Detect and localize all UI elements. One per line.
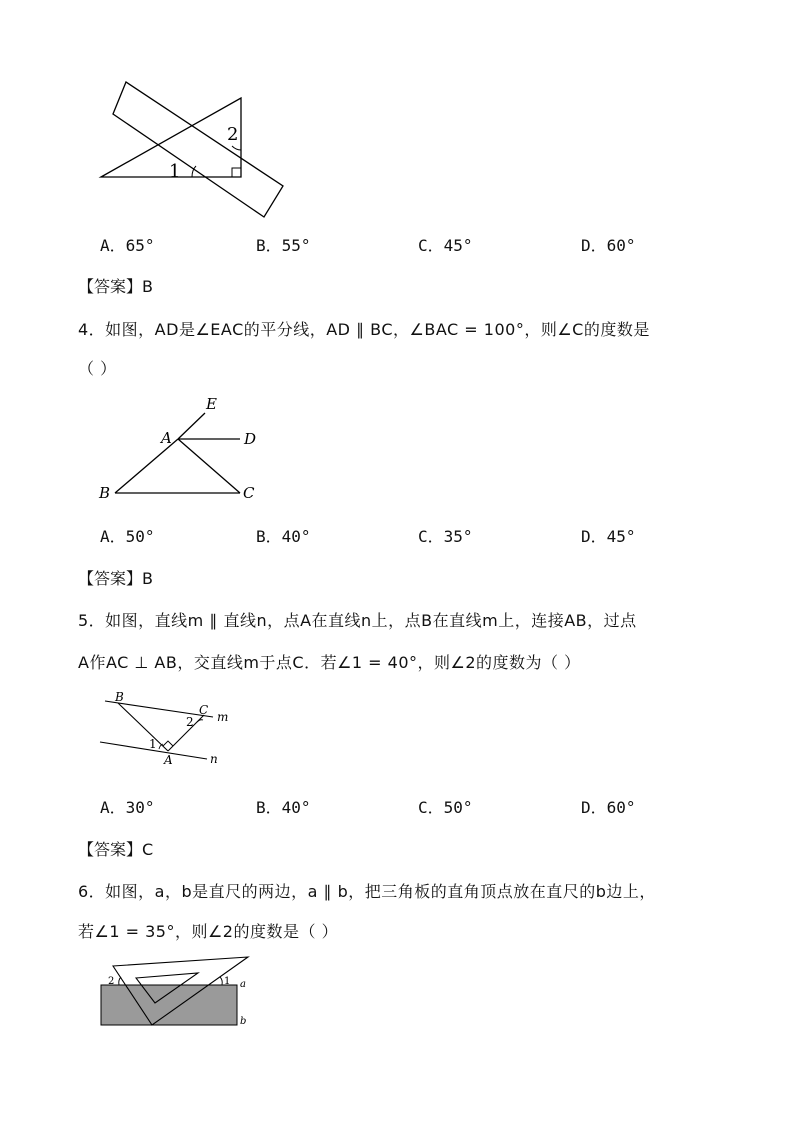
q6-label-b: b: [240, 1016, 247, 1027]
q5-answer: 【答案】C: [78, 840, 154, 859]
q6-stem-line2: 若∠1 = 35°，则∠2的度数是（ ）: [78, 922, 339, 941]
q3-option-b: B．55°: [256, 236, 311, 255]
q5-option-b: B．40°: [256, 798, 311, 817]
q4-label-e: E: [206, 395, 217, 413]
q5-stem-line2: A作AC ⊥ AB，交直线m于点C．若∠1 = 40°，则∠2的度数为（ ）: [78, 653, 581, 672]
q3-answer: 【答案】B: [78, 277, 153, 296]
q4-option-b: B．40°: [256, 527, 311, 546]
q4-label-a: A: [161, 429, 172, 447]
q5-label-n: n: [210, 752, 218, 766]
q6-label-2: 2: [108, 976, 115, 987]
q4-label-d: D: [244, 430, 257, 448]
q4-stem-line2: （ ）: [78, 359, 117, 378]
q4-option-c: C．35°: [418, 527, 473, 546]
q6-label-a: a: [240, 979, 246, 990]
q5-label-c: C: [199, 703, 209, 717]
q3-option-a: A．65°: [100, 236, 155, 255]
q6-ruler: [101, 985, 237, 1025]
q6-stem-line1: 6．如图，a，b是直尺的两边，a ∥ b，把三角板的直角顶点放在直尺的b边上，: [78, 882, 656, 901]
q4-stem-line1: 4．如图，AD是∠EAC的平分线，AD ∥ BC，∠BAC = 100°，则∠C的度数是: [78, 320, 650, 339]
q5-label-a: A: [164, 753, 173, 767]
q5-option-c: C．50°: [418, 798, 473, 817]
q4-answer: 【答案】B: [78, 569, 153, 588]
q4-option-a: A．50°: [100, 527, 155, 546]
q5-label-1: 1: [149, 737, 157, 751]
q5-option-a: A．30°: [100, 798, 155, 817]
q3-label-1: 1: [169, 161, 181, 182]
q3-option-d: D．60°: [581, 236, 636, 255]
q4-label-c: C: [243, 484, 255, 502]
q5-stem-line1: 5．如图，直线m ∥ 直线n，点A在直线n上，点B在直线m上，连接AB，过点: [78, 611, 637, 630]
q4-label-b: B: [99, 484, 111, 502]
q6-angle1-arc: [220, 977, 222, 985]
q6-label-1: 1: [224, 976, 231, 987]
q5-label-2: 2: [186, 715, 194, 729]
q3-option-c: C．45°: [418, 236, 473, 255]
q3-label-2: 2: [227, 124, 239, 145]
q4-option-d: D．45°: [581, 527, 636, 546]
q5-label-m: m: [217, 710, 229, 724]
q5-option-d: D．60°: [581, 798, 636, 817]
q5-label-b: B: [115, 690, 124, 704]
